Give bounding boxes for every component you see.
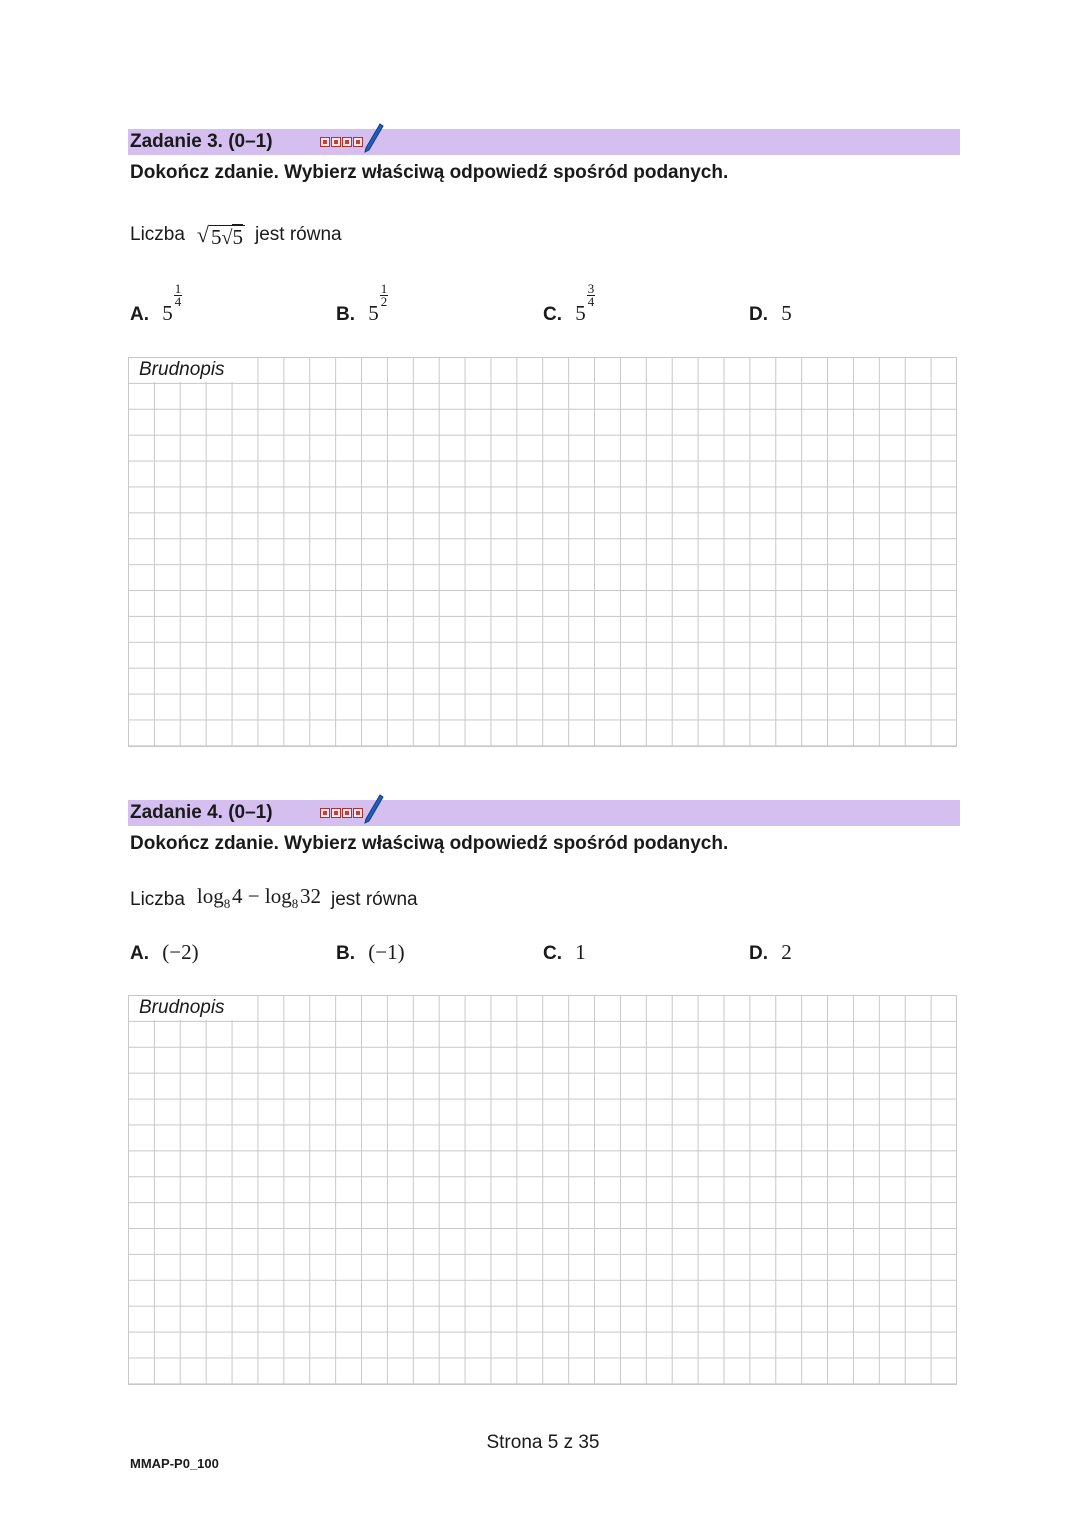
task-header	[128, 129, 960, 155]
question-prefix: Liczba	[130, 224, 185, 245]
option-value: (−1)	[368, 940, 405, 964]
option-value: 2	[781, 940, 792, 964]
scoring-boxes-icon	[320, 808, 363, 818]
option-base: 5	[575, 301, 586, 325]
option-exponent: $\frac{3}{4}$	[587, 281, 595, 309]
option-d[interactable]	[749, 940, 792, 965]
option-base: 5	[368, 301, 379, 325]
log-expression: $\log_8$ $4 - \log_8$ 32	[196, 884, 321, 912]
option-value: 5	[781, 301, 792, 325]
scratch-label: Brudnopis	[129, 358, 238, 382]
page-number: Strona 5 z 35	[486, 1432, 600, 1453]
option-a[interactable]	[130, 940, 199, 965]
task-title: Zadanie 3. (0–1)	[130, 131, 273, 152]
option-base: 5	[162, 301, 173, 325]
task-instruction: Dokończ zdanie. Wybierz właściwą odpowiedź spośród podanych.	[130, 833, 729, 854]
option-value: (−2)	[162, 940, 199, 964]
task-title: Zadanie 4. (0–1)	[130, 802, 273, 823]
option-a[interactable]	[130, 281, 182, 326]
task-3	[128, 129, 960, 325]
option-exponent: $\frac{1}{4}$	[174, 281, 182, 309]
scratch-grid[interactable]	[128, 357, 957, 747]
option-b[interactable]	[336, 940, 405, 965]
option-letter: A.	[130, 943, 149, 964]
option-letter: D.	[749, 943, 768, 964]
question-suffix: jest równa	[254, 224, 342, 245]
scoring-boxes-icon	[320, 137, 363, 147]
question-text	[130, 221, 342, 249]
option-c[interactable]	[543, 940, 586, 965]
option-exponent: $\frac{1}{2}$	[380, 281, 388, 309]
question-suffix: jest równa	[330, 889, 418, 911]
option-letter: C.	[543, 304, 562, 325]
task-4	[128, 800, 960, 964]
task-header	[128, 800, 960, 826]
option-letter: B.	[336, 943, 355, 964]
option-letter: C.	[543, 943, 562, 964]
option-letter: A.	[130, 304, 149, 325]
task-instruction: Dokończ zdanie. Wybierz właściwą odpowiedź spośród podanych.	[130, 162, 729, 183]
scratch-label: Brudnopis	[129, 996, 238, 1020]
document-code: MMAP-P0_100	[130, 1456, 219, 1471]
question-prefix: Liczba	[130, 889, 185, 911]
option-value: 1	[575, 940, 586, 964]
pen-icon	[364, 123, 384, 153]
option-letter: D.	[749, 304, 768, 325]
pen-icon	[364, 794, 384, 824]
sqrt-expression: √ 5√5	[196, 222, 243, 249]
outer-radicand: 5	[211, 225, 222, 249]
question-text	[130, 882, 418, 918]
option-d[interactable]	[749, 301, 792, 326]
option-c[interactable]	[543, 281, 595, 326]
inner-radicand: 5	[232, 225, 243, 249]
scratch-grid[interactable]	[128, 995, 957, 1385]
option-b[interactable]	[336, 281, 388, 326]
option-letter: B.	[336, 304, 355, 325]
